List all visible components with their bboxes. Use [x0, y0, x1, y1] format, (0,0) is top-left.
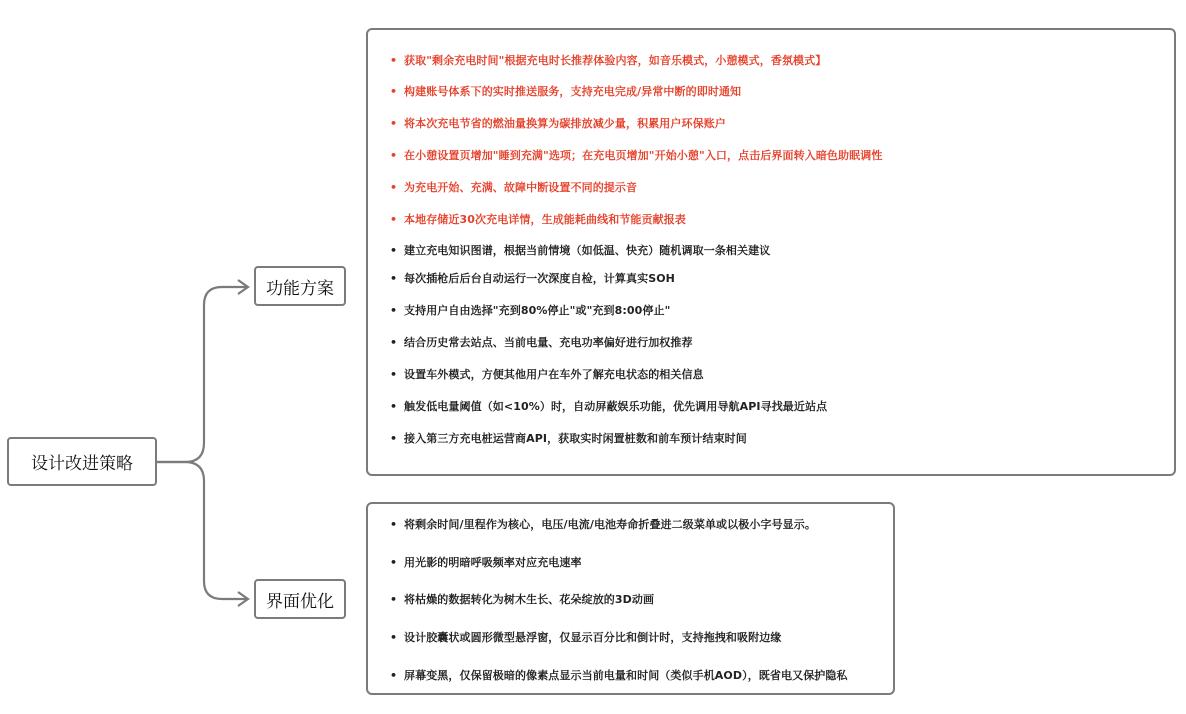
root-label: 设计改进策略 [31, 454, 133, 474]
list-item [390, 272, 675, 286]
bullet-icon: • [390, 336, 398, 349]
bullet-icon: • [390, 518, 398, 531]
root-node[interactable] [7, 437, 157, 486]
branch-node-functions[interactable] [254, 266, 346, 306]
list-item [390, 556, 582, 570]
list-item [390, 244, 770, 258]
list-item-text: 获取"剩余充电时间"根据充电时长推荐体验内容，如音乐模式，小憩模式，香氛模式】 [404, 54, 827, 67]
list-item-text: 构建账号体系下的实时推送服务，支持充电完成/异常中断的即时通知 [404, 85, 742, 98]
functions-panel [366, 28, 1176, 476]
branch-label-ui: 界面优化 [266, 591, 334, 612]
list-item-text: 将剩余时间/里程作为核心，电压/电流/电池寿命折叠进二级菜单或以极小字号显示。 [404, 518, 816, 531]
bullet-icon: • [390, 669, 398, 682]
list-item-text: 建立充电知识图谱，根据当前情境（如低温、快充）随机调取一条相关建议 [404, 244, 771, 257]
list-item-text: 触发低电量阈值（如<10%）时，自动屏蔽娱乐功能，优先调用导航API寻找最近站点 [404, 400, 828, 413]
bullet-icon: • [390, 556, 398, 569]
bullet-icon: • [390, 213, 398, 226]
list-item [390, 669, 848, 683]
bullet-icon: • [390, 432, 398, 445]
list-item-text: 结合历史常去站点、当前电量、充电功率偏好进行加权推荐 [404, 336, 693, 349]
list-item-text: 用光影的明暗呼吸频率对应充电速率 [404, 556, 582, 569]
list-item-text: 在小憩设置页增加"睡到充满"选项；在充电页增加"开始小憩"入口，点击后界面转入暗色助眠调性 [404, 149, 883, 162]
list-item-text: 将枯燥的数据转化为树木生长、花朵绽放的3D动画 [404, 593, 655, 606]
bullet-icon: • [390, 631, 398, 644]
bullet-icon: • [390, 181, 398, 194]
bullet-icon: • [390, 368, 398, 381]
bullet-icon: • [390, 85, 398, 98]
list-item-text: 支持用户自由选择"充到80%停止"或"充到8:00停止" [404, 304, 671, 317]
branch-label-functions: 功能方案 [266, 278, 334, 299]
list-item [390, 181, 637, 195]
list-item [390, 368, 704, 382]
list-item-text: 接入第三方充电桩运营商API，获取实时闲置桩数和前车预计结束时间 [404, 432, 747, 445]
list-item [390, 518, 816, 532]
list-item-text: 屏幕变黑，仅保留极暗的像素点显示当前电量和时间（类似手机AOD），既省电又保护隐私 [404, 669, 848, 682]
list-item-text: 为充电开始、充满、故障中断设置不同的提示音 [404, 181, 638, 194]
list-item [390, 54, 826, 68]
list-item [390, 213, 686, 227]
list-item [390, 336, 693, 350]
list-item-text: 设计胶囊状或圆形微型悬浮窗，仅显示百分比和倒计时，支持拖拽和吸附边缘 [404, 631, 782, 644]
list-item [390, 304, 670, 318]
branch-node-ui[interactable] [254, 579, 346, 619]
list-item [390, 400, 827, 414]
list-item [390, 85, 741, 99]
list-item-text: 将本次充电节省的燃油量换算为碳排放减少量，积累用户环保账户 [404, 117, 726, 130]
bullet-icon: • [390, 117, 398, 130]
list-item [390, 149, 882, 163]
bullet-icon: • [390, 304, 398, 317]
list-item [390, 593, 654, 607]
list-item-text: 每次插枪后后台自动运行一次深度自检，计算真实SOH [404, 272, 675, 285]
list-item [390, 117, 726, 131]
list-item [390, 432, 747, 446]
list-item-text: 设置车外模式，方便其他用户在车外了解充电状态的相关信息 [404, 368, 704, 381]
connector-root-to-ui [157, 462, 248, 599]
list-item [390, 631, 781, 645]
connector-root-to-functions [157, 287, 248, 462]
ui-optimization-panel [366, 502, 895, 695]
bullet-icon: • [390, 272, 398, 285]
bullet-icon: • [390, 149, 398, 162]
bullet-icon: • [390, 400, 398, 413]
bullet-icon: • [390, 593, 398, 606]
bullet-icon: • [390, 54, 398, 67]
bullet-icon: • [390, 244, 398, 257]
list-item-text: 本地存储近30次充电详情，生成能耗曲线和节能贡献报表 [404, 213, 686, 226]
